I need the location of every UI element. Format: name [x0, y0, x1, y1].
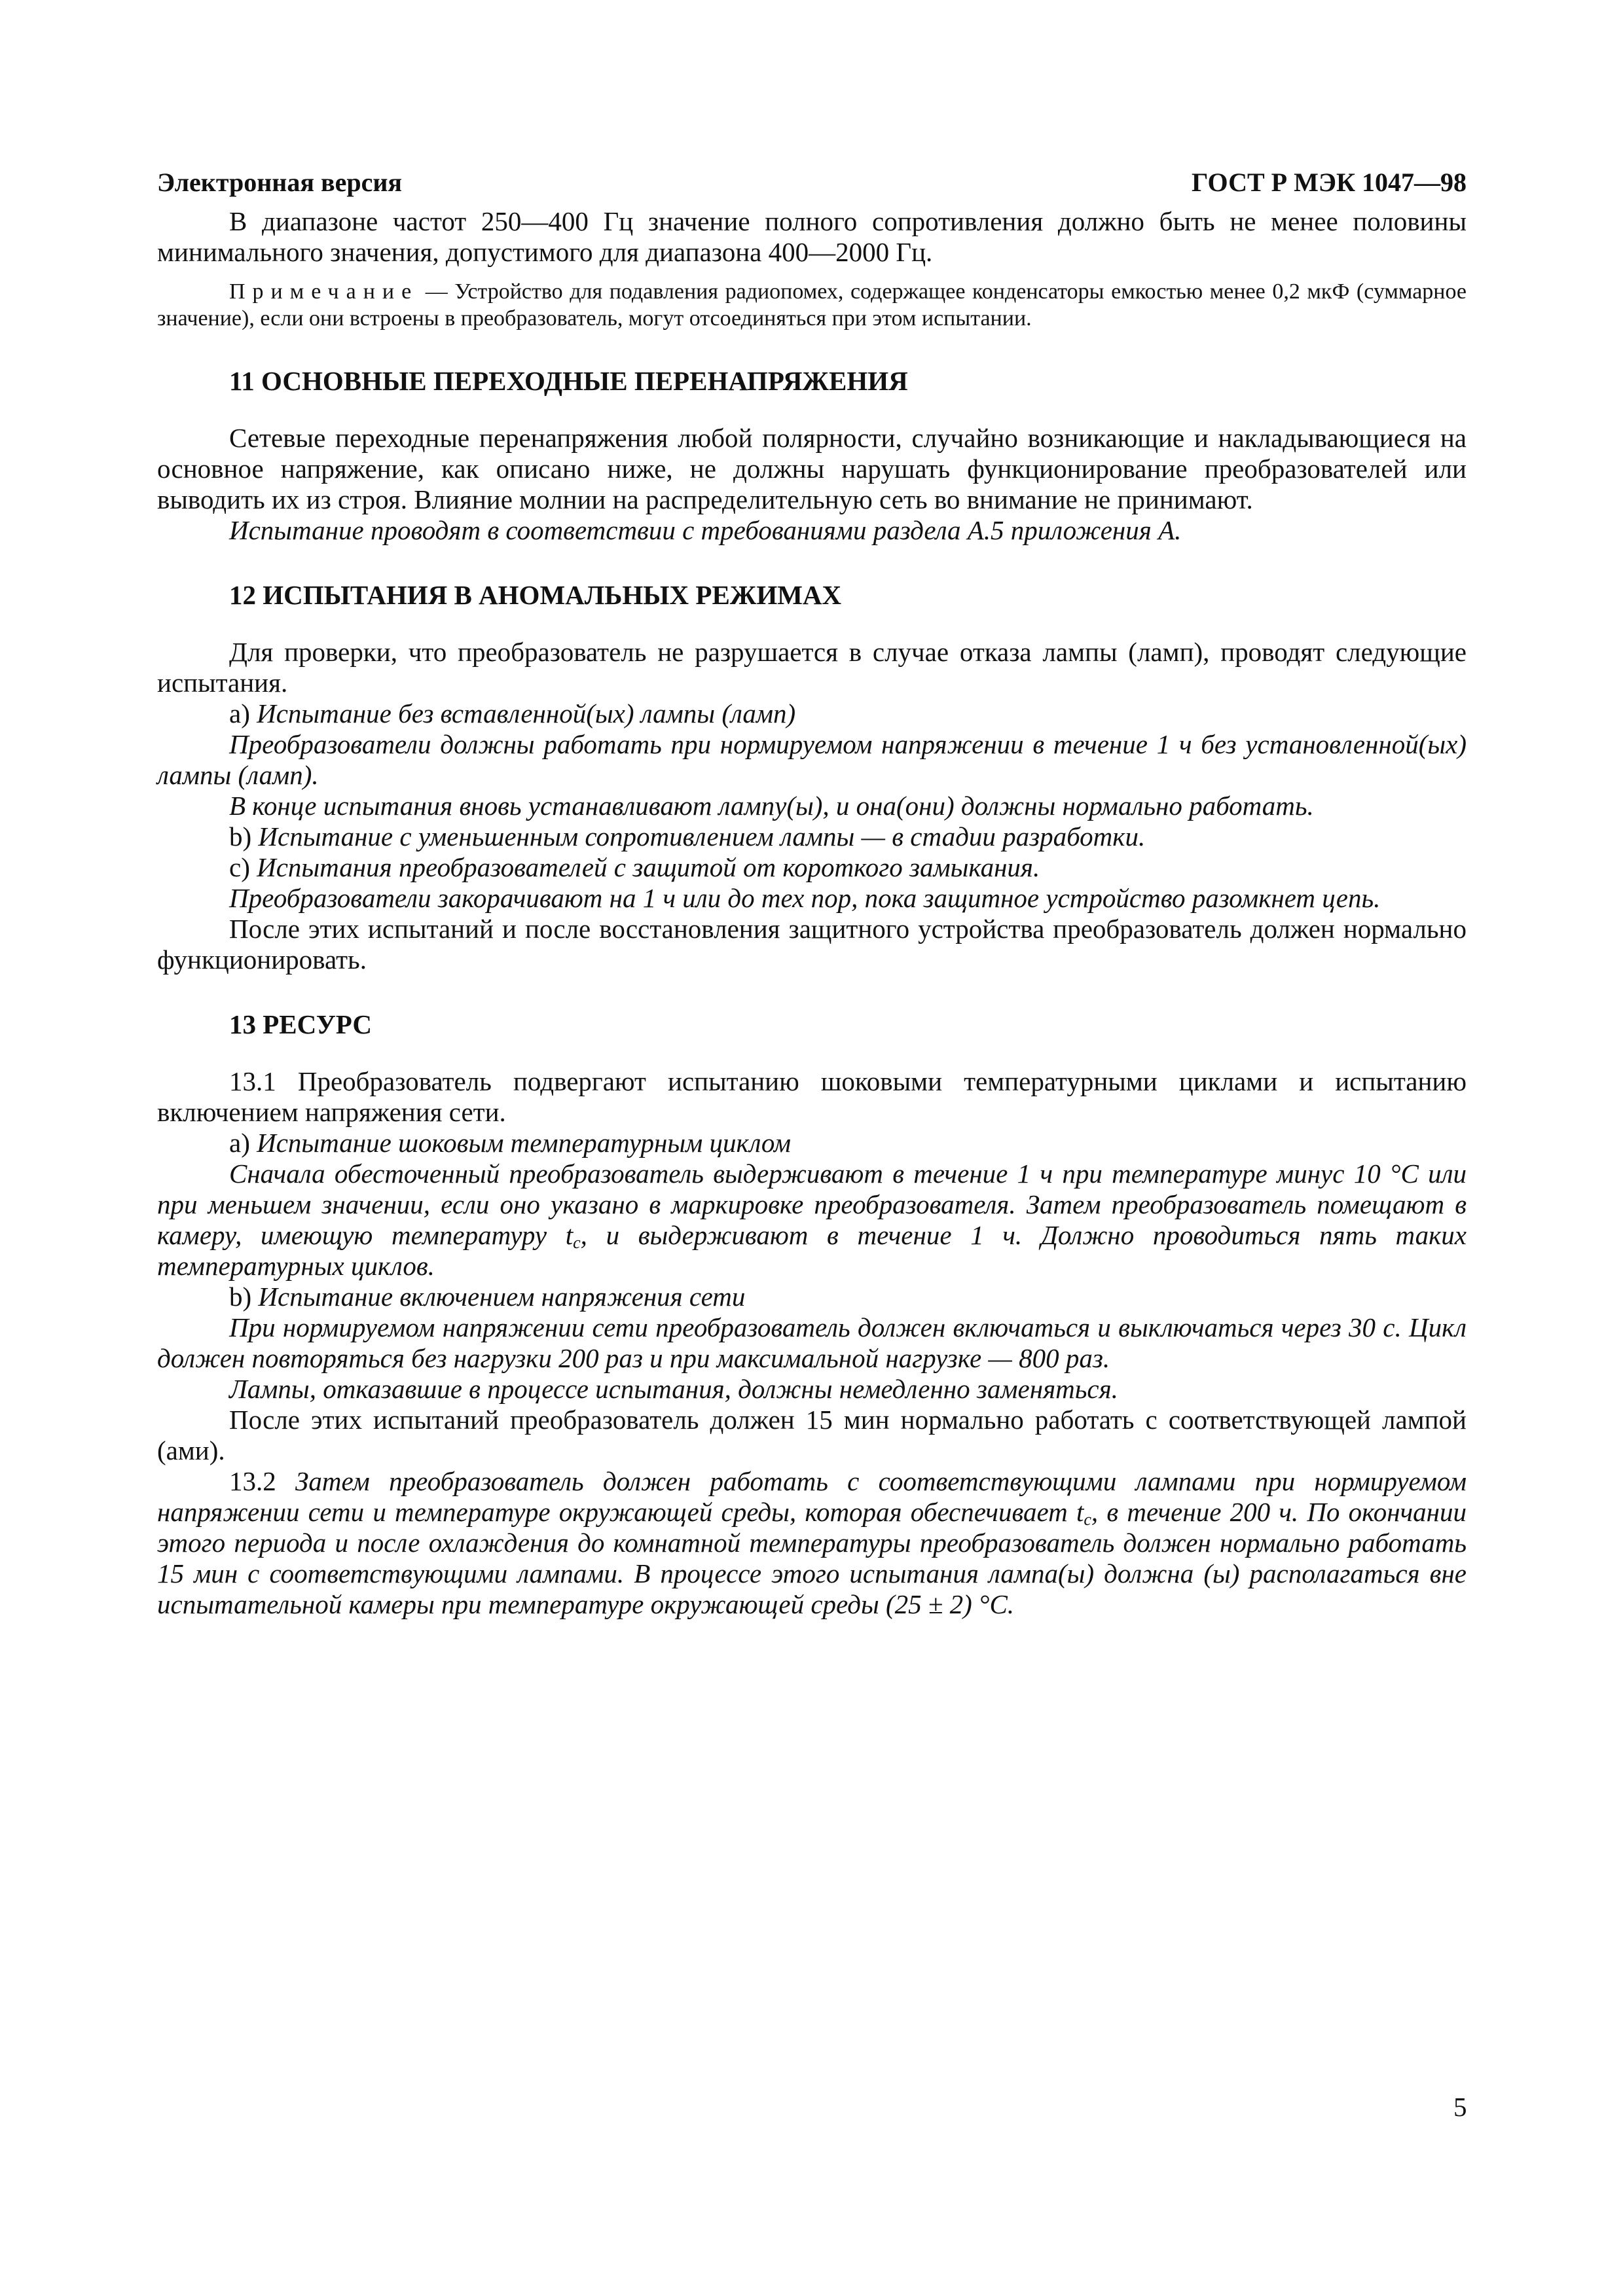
s12-final: После этих испытаний и после восстановления защитного устройства преобразователь должен нормально функционировать.	[157, 914, 1467, 975]
s13-a-text: Сначала обесточенный преобразователь выдерживают в течение 1 ч при температуре минус 10 °С или при меньшем значении, если оно указано в маркировке преобразователя. Затем преобразователь помещают в камеру, имеющую температуру $t_c$, и выдерживают в течение 1 ч. Должно проводиться пять таких температурных циклов.	[157, 1158, 1467, 1281]
item-label: а)	[229, 698, 250, 728]
item-text: Испытание с уменьшенным сопротивлением лампы — в стадии разработки.	[258, 821, 1146, 852]
s12-item-a	[157, 698, 1467, 729]
header-version: Электронная версия	[157, 168, 403, 197]
item-label: b)	[229, 1282, 252, 1312]
s13-after: После этих испытаний преобразователь должен 15 мин нормально работать с соответствующей лампой (ами).	[157, 1405, 1467, 1465]
tc-symbol: t	[565, 1220, 574, 1250]
s11-paragraph: Сетевые переходные перенапряжения любой полярности, случайно возникающие и накладывающиеся на основное напряжение, как описано ниже, не должны нарушать функционирование преобразователей или выводить их из строя. Влияние молнии на распределительную сеть во внимание не принимают.	[157, 423, 1467, 514]
s13-b-text2: Лампы, отказавшие в процессе испытания, должны немедленно заменяться.	[229, 1374, 1118, 1404]
s12-paragraph: Для проверки, что преобразователь не разрушается в случае отказа лампы (ламп), проводят следующие испытания.	[157, 637, 1467, 698]
page-number: 5	[1453, 2092, 1467, 2122]
running-header	[157, 167, 1467, 206]
s12-item-b	[157, 821, 1467, 852]
s11-test-note: Испытание проводят в соответствии с требованиями раздела А.5 приложения А.	[229, 515, 1182, 545]
item-text: Испытания преобразователей с защитой от короткого замыкания.	[257, 852, 1040, 882]
item-label: с)	[229, 852, 250, 882]
s12-a-text2: В конце испытания вновь устанавливают лампу(ы), и она(они) должны нормально работать.	[229, 791, 1314, 821]
tc-symbol: t	[1076, 1497, 1084, 1527]
s12-a-text1: Преобразователи должны работать при нормируемом напряжении в течение 1 ч без установленной(ых) лампы (ламп).	[157, 729, 1467, 790]
item-text: Испытание шоковым температурным циклом	[257, 1128, 792, 1158]
note-text: — Устройство для подавления радиопомех, содержащее конденсаторы емкостью менее 0,2 мкФ (суммарное значение), если они встроены в преобразователь, могут отсоединяться при этом испытании.	[157, 279, 1467, 331]
note-paragraph	[157, 278, 1467, 332]
section-13-title: 13 РЕСУРС	[229, 1009, 372, 1039]
s13-item-b	[157, 1282, 1467, 1312]
item-text: Испытание включением напряжения сети	[258, 1282, 746, 1312]
note-label: Примечание	[229, 279, 419, 304]
intro-paragraph: В диапазоне частот 250—400 Гц значение полного сопротивления должно быть не менее половины минимального значения, допустимого для диапазона 400—2000 Гц.	[157, 206, 1467, 267]
item-label: а)	[229, 1128, 250, 1158]
document-page	[157, 167, 1467, 1620]
s13-item-a	[157, 1128, 1467, 1158]
s12-c-text: Преобразователи закорачивают на 1 ч или до тех пор, пока защитное устройство разомкнет цепь.	[229, 883, 1381, 913]
item-label: b)	[229, 821, 252, 852]
s13-paragraph-2: 13.2 Затем преобразователь должен работать с соответствующими лампами при нормируемом напряжении сети и температуре окружающей среды, которая обеспечивает $t_c$, в течение 200 ч. По окончании этого периода и после охлаждения до комнатной температуры преобразователь должен нормально работать 15 мин с соответствующими лампами. В процессе этого испытания лампа(ы) должна (ы) располагаться вне испытательной камеры при температуре окружающей среды (25 ± 2) °С.	[157, 1466, 1467, 1619]
item-text: Испытание без вставленной(ых) лампы (ламп)	[257, 698, 796, 728]
s13-paragraph-1: 13.1 Преобразователь подвергают испытанию шоковыми температурными циклами и испытанию включением напряжения сети.	[157, 1066, 1467, 1127]
section-12-title: 12 ИСПЫТАНИЯ В АНОМАЛЬНЫХ РЕЖИМАХ	[229, 580, 842, 610]
s13-b-text1: При нормируемом напряжении сети преобразователь должен включаться и выключаться через 30 с. Цикл должен повторяться без нагрузки 200 раз и при максимальной нагрузке — 800 раз.	[157, 1312, 1467, 1373]
section-11-title: 11 ОСНОВНЫЕ ПЕРЕХОДНЫЕ ПЕРЕНАПРЯЖЕНИЯ	[229, 366, 908, 396]
header-standard: ГОСТ Р МЭК 1047—98	[1192, 168, 1467, 197]
s12-item-c	[157, 852, 1467, 883]
